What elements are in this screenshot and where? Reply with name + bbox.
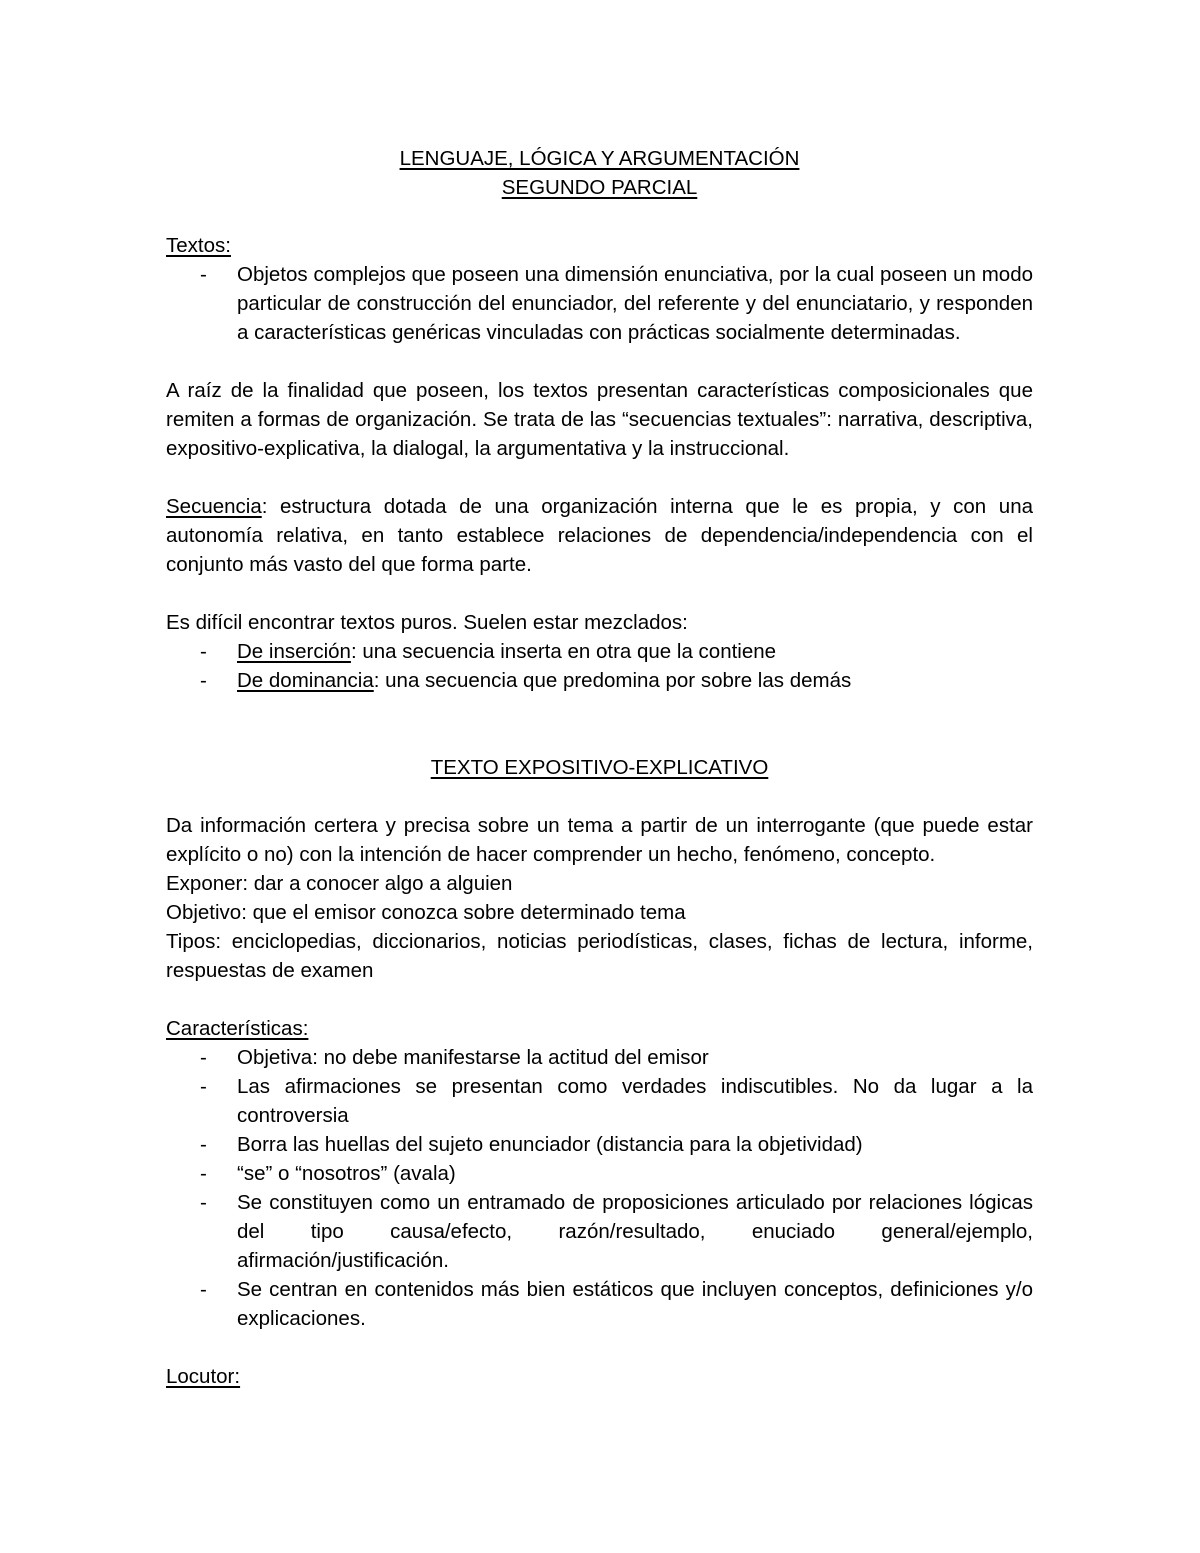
paragraph-expositivo-intro: Da información certera y precisa sobre un tema a partir de un interrogante (que puede estar explícito o no) con la intención de hacer comprender un hecho, fenómeno, concepto.: [166, 814, 1033, 866]
textos-list: [166, 260, 1033, 347]
document-body: [166, 144, 1033, 1391]
document-title: LENGUAJE, LÓGICA Y ARGUMENTACIÓN: [399, 147, 800, 170]
line-objetivo: Objetivo: que el emisor conozca sobre determinado tema: [166, 901, 686, 924]
list-item: - Objetos complejos que poseen una dimensión enunciativa, por la cual poseen un modo particular de construcción del enunciador, del referente y del enunciatario, y responden a características genéricas vinculadas con prácticas socialmente determinadas.: [200, 263, 1033, 344]
line-exponer: Exponer: dar a conocer algo a alguien: [166, 872, 513, 895]
secuencia-term: Secuencia: [166, 495, 262, 518]
line-tipos: Tipos: enciclopedias, diccionarios, noticias periodísticas, clases, fichas de lectura, informe, respuestas de examen: [166, 930, 1033, 982]
list-item: - Se constituyen como un entramado de proposiciones articulado por relaciones lógicas del tipo causa/efecto, razón/resultado, enuciado general/ejemplo, afirmación/justificación.: [200, 1191, 1033, 1272]
list-item: - “se” o “nosotros” (avala): [200, 1162, 456, 1185]
section-heading-expositivo: TEXTO EXPOSITIVO-EXPLICATIVO: [430, 756, 769, 779]
list-item: - De dominancia: una secuencia que predomina por sobre las demás: [200, 669, 852, 692]
caracteristicas-list: [166, 1043, 1033, 1333]
paragraph-secuencia: Secuencia: estructura dotada de una organización interna que le es propia, y con una autonomía relativa, en tanto establece relaciones de dependencia/independencia con el conjunto más vasto del que forma parte.: [166, 495, 1033, 576]
locutor-heading: Locutor:: [166, 1365, 241, 1388]
textos-heading: Textos:: [166, 234, 231, 257]
list-item: - De inserción: una secuencia inserta en otra que la contiene: [200, 640, 777, 663]
paragraph-finalidad: A raíz de la finalidad que poseen, los textos presentan características composicionales que remiten a formas de organización. Se trata de las “secuencias textuales”: narrativa, descriptiva, expositivo-explicativa, la dialogal, la argumentativa y la instruccional.: [166, 379, 1033, 460]
list-item: - Borra las huellas del sujeto enunciador (distancia para la objetividad): [200, 1133, 863, 1156]
mezclados-list: [166, 637, 1033, 695]
paragraph-mezclados: Es difícil encontrar textos puros. Suelen estar mezclados:: [166, 611, 688, 634]
list-item: - Las afirmaciones se presentan como verdades indiscutibles. No da lugar a la controversia: [200, 1075, 1033, 1127]
list-item: - Objetiva: no debe manifestarse la actitud del emisor: [200, 1046, 709, 1069]
caracteristicas-heading: Características:: [166, 1017, 309, 1040]
list-item: - Se centran en contenidos más bien estáticos que incluyen conceptos, definiciones y/o explicaciones.: [200, 1278, 1033, 1330]
document-subtitle: SEGUNDO PARCIAL: [501, 176, 698, 199]
